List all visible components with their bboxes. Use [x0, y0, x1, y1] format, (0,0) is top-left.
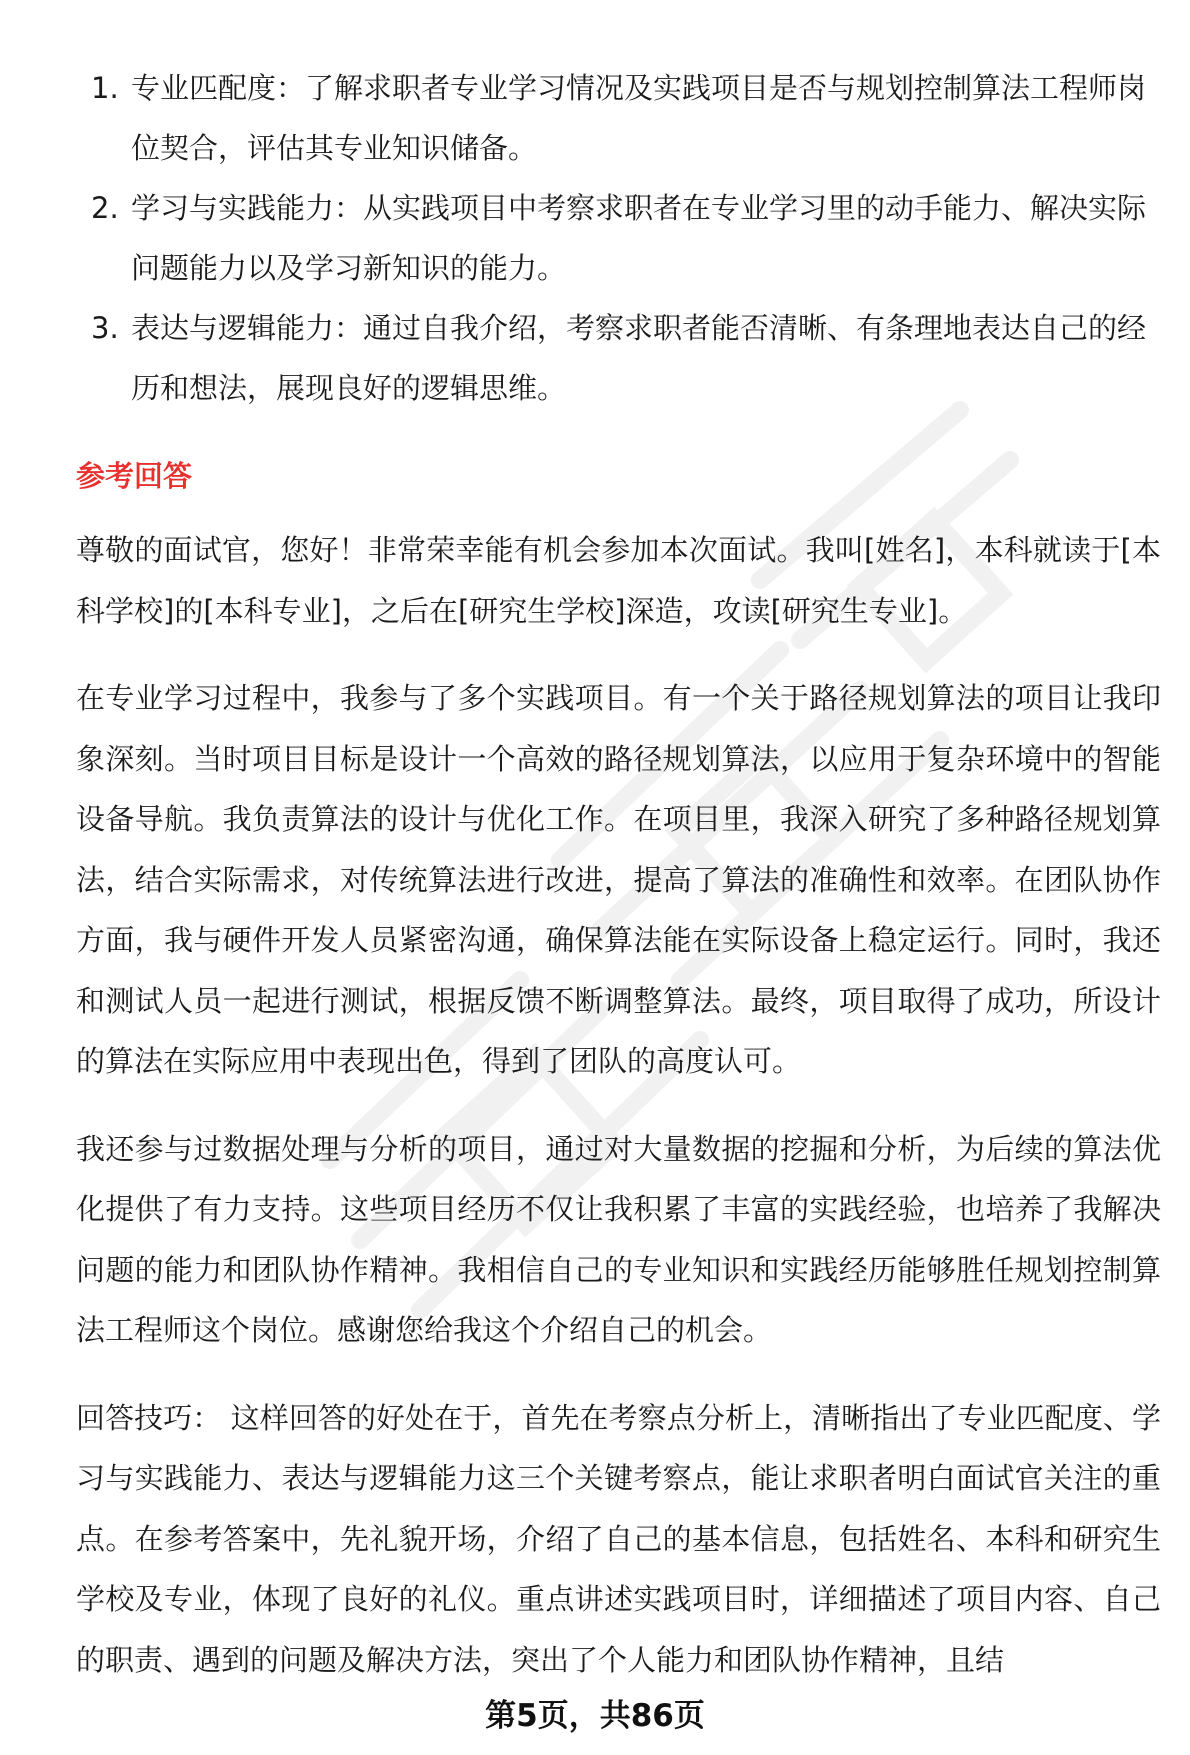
tips-paragraph: 回答技巧： 这样回答的好处在于，首先在考察点分析上，清晰指出了专业匹配度、学习与实践能力、表达与逻辑能力这三个关键考察点，能让求职者明白面试官关注的重点。在参考答案中，先礼貌开场，介绍了自己的基本信息，包括姓名、本科和研究生学校及专业，体现了良好的礼仪。重点讲述实践项目时，详细描述了项目内容、自己的职责、遇到的问题及解决方法，突出了个人能力和团队协作精神，且结 [76, 1400, 1161, 1677]
list-number: 3. [91, 311, 119, 345]
list-item [76, 178, 1161, 298]
list-item [76, 298, 1161, 418]
list-item [76, 58, 1161, 178]
answer-paragraph: 尊敬的面试官，您好！非常荣幸能有机会参加本次面试。我叫[姓名]，本科就读于[本科学校]的[本科专业]，之后在[研究生学校]深造，攻读[研究生专业]。 [76, 533, 1161, 628]
answer-paragraph: 在专业学习过程中，我参与了多个实践项目。有一个关于路径规划算法的项目让我印象深刻。当时项目目标是设计一个高效的路径规划算法，以应用于复杂环境中的智能设备导航。我负责算法的设计与优化工作。在项目里，我深入研究了多种路径规划算法，结合实际需求，对传统算法进行改进，提高了算法的准确性和效率。在团队协作方面，我与硬件开发人员紧密沟通，确保算法能在实际设备上稳定运行。同时，我还和测试人员一起进行测试，根据反馈不断调整算法。最终，项目取得了成功，所设计的算法在实际应用中表现出色，得到了团队的高度认可。 [76, 681, 1161, 1078]
list-number: 2. [91, 191, 119, 225]
list-number: 1. [91, 71, 119, 105]
list-item-text: 专业匹配度：了解求职者专业学习情况及实践项目是否与规划控制算法工程师岗位契合，评估其专业知识储备。 [131, 71, 1147, 165]
section-heading: 参考回答 [76, 459, 193, 493]
list-item-text: 表达与逻辑能力：通过自我介绍，考察求职者能否清晰、有条理地表达自己的经历和想法，展现良好的逻辑思维。 [131, 311, 1147, 405]
page-number-footer: 第5页，共86页 [485, 1698, 705, 1734]
content-area [76, 58, 1161, 1690]
answer-paragraph: 我还参与过数据处理与分析的项目，通过对大量数据的挖掘和分析，为后续的算法优化提供了有力支持。这些项目经历不仅让我积累了丰富的实践经验，也培养了我解决问题的能力和团队协作精神。我相信自己的专业知识和实践经历能够胜任规划控制算法工程师这个岗位。感谢您给我这个介绍自己的机会。 [76, 1131, 1161, 1347]
evaluation-points-list [76, 58, 1161, 418]
list-item-text: 学习与实践能力：从实践项目中考察求职者在专业学习里的动手能力、解决实际问题能力以及学习新知识的能力。 [131, 191, 1147, 285]
